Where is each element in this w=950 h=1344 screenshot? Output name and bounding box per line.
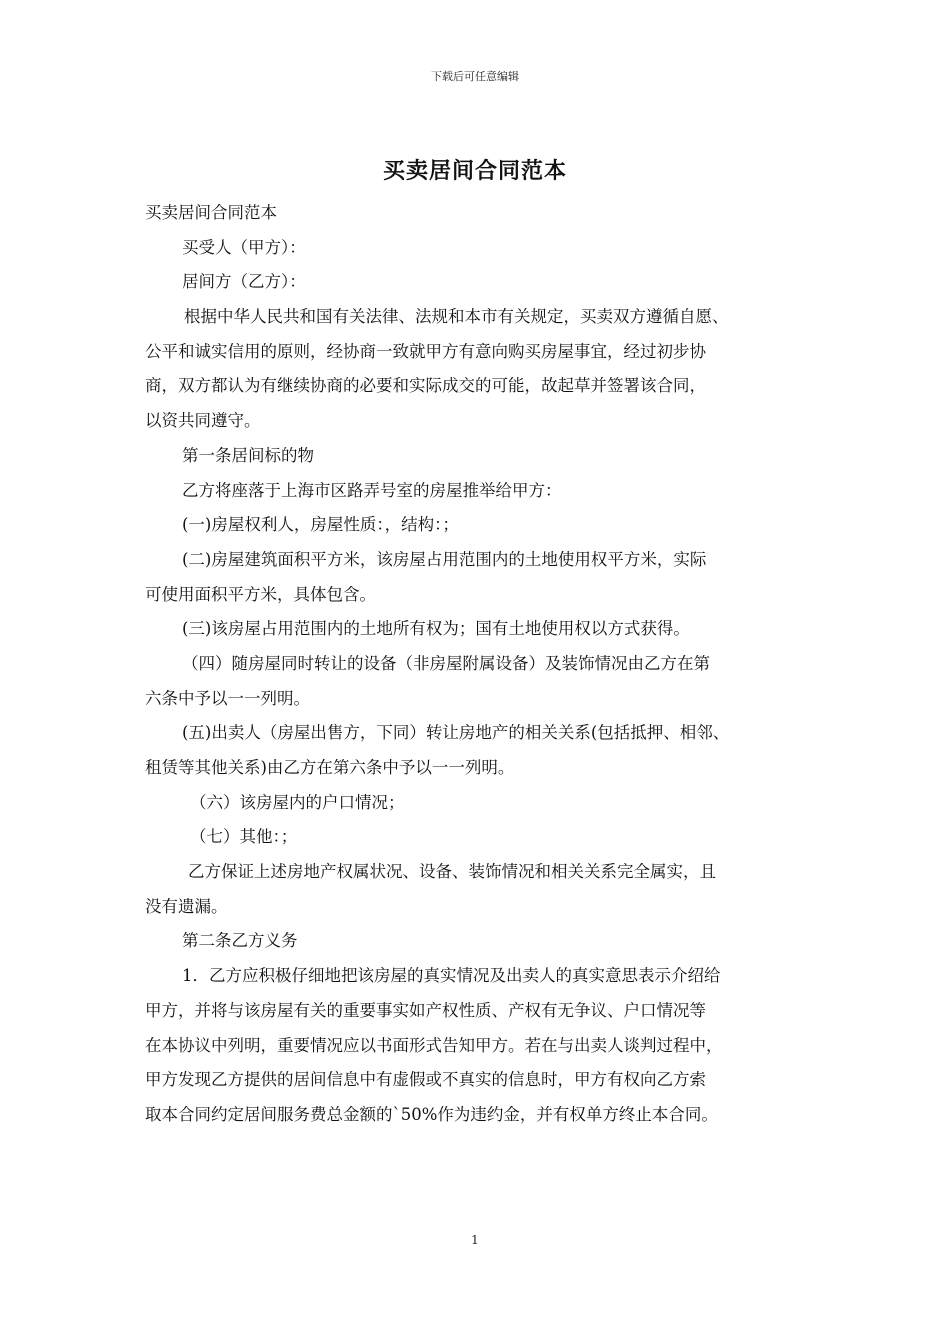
- text-line: (三)该房屋占用范围内的土地所有权为；国有土地使用权以方式获得。: [182, 619, 690, 639]
- page-number: 1: [471, 1233, 479, 1247]
- text-line: 公平和诚实信用的原则，经协商一致就甲方有意向购买房屋事宜，经过初步协: [145, 341, 706, 361]
- text-line: (五)出卖人（房屋出售方，下同）转让房地产的相关关系(包括抵押、相邻、: [182, 723, 730, 743]
- text-line: （四）随房屋同时转让的设备（非房屋附属设备）及装饰情况由乙方在第: [182, 653, 710, 673]
- text-line: (一)房屋权利人，房屋性质：，结构：；: [182, 515, 459, 535]
- text-line: 买卖居间合同范本: [145, 203, 277, 222]
- text-line: 买受人（甲方）：: [182, 237, 306, 257]
- text-line: 根据中华人民共和国有关法律、法规和本市有关规定，买卖双方遵循自愿、: [184, 307, 729, 327]
- text-line: （六）该房屋内的户口情况；: [190, 792, 405, 812]
- text-line: 1．乙方应积极仔细地把该房屋的真实情况及出卖人的真实意思表示介绍给: [182, 966, 721, 986]
- text-line: 没有遗漏。: [145, 896, 228, 916]
- page-header: 下载后可任意编辑: [431, 70, 519, 83]
- document-title: 买卖居间合同范本: [382, 158, 567, 184]
- text-line: 乙方保证上述房地产权属状况、设备、装饰情况和相关关系完全属实，且: [188, 862, 716, 882]
- text-line: (二)房屋建筑面积平方米，该房屋占用范围内的土地使用权平方米，实际: [182, 549, 707, 569]
- text-line: 租赁等其他关系)由乙方在第六条中予以一一列明。: [145, 758, 515, 777]
- text-line: 甲方发现乙方提供的居间信息中有虚假或不真实的信息时，甲方有权向乙方索: [145, 1070, 706, 1090]
- text-line: 乙方将座落于上海市区路弄号室的房屋推举给甲方：: [182, 480, 562, 500]
- text-line: 甲方，并将与该房屋有关的重要事实如产权性质、产权有无争议、户口情况等: [145, 1000, 706, 1020]
- text-line: （七）其他：；: [190, 827, 298, 847]
- text-line: 以资共同遵守。: [145, 411, 261, 431]
- text-line: 在本协议中列明，重要情况应以书面形式告知甲方。若在与出卖人谈判过程中，: [145, 1035, 723, 1055]
- text-line: 六条中予以一一列明。: [145, 688, 310, 708]
- text-line: 第一条居间标的物: [182, 445, 314, 465]
- text-line: 居间方（乙方）：: [182, 272, 306, 292]
- text-line: 商，双方都认为有继续协商的必要和实际成交的可能，故起草并签署该合同，: [145, 376, 706, 396]
- text-line: 可使用面积平方米，具体包含。: [145, 584, 376, 604]
- text-line: 取本合同约定居间服务费总金额的`50%作为违约金，并有权单方终止本合同。: [145, 1104, 718, 1124]
- document-body: [145, 196, 810, 1133]
- text-line: 第二条乙方义务: [182, 931, 298, 951]
